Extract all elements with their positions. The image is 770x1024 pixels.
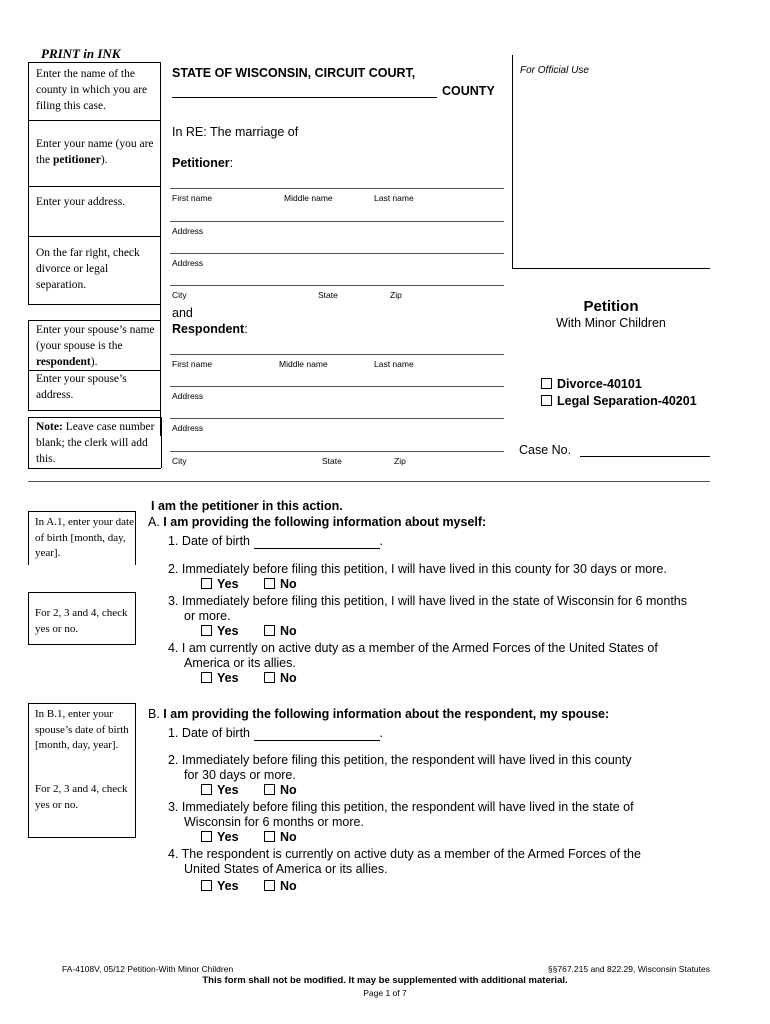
label-middle-name: Middle name (279, 359, 328, 369)
a4-line1: 4. I am currently on active duty as a member of the Armed Forces of the United States of (168, 641, 658, 655)
respondent-city-input[interactable] (170, 451, 504, 452)
respondent-colon: : (244, 322, 248, 336)
respondent-address-input[interactable] (170, 386, 504, 387)
official-use-left-border (512, 55, 513, 269)
a2-no[interactable] (264, 577, 297, 591)
a2-yes-label: Yes (217, 577, 239, 591)
hint-border (28, 120, 29, 186)
hint-border (28, 320, 29, 410)
b4-yes[interactable] (201, 879, 239, 893)
divorce-checkbox[interactable] (541, 378, 552, 389)
b2-line1: 2. Immediately before filing this petition, the respondent will have lived in this county (168, 753, 632, 767)
in-re-label: In RE: The marriage of (172, 125, 299, 139)
a2-yes-checkbox[interactable] (201, 578, 212, 589)
b2-no-label: No (280, 783, 297, 797)
b4-yes-checkbox[interactable] (201, 880, 212, 891)
label-address: Address (172, 423, 204, 433)
hint-note (36, 419, 160, 467)
hint-address: Enter your address. (36, 196, 126, 208)
hint-note-label: Note: (36, 421, 63, 433)
a3-no[interactable] (264, 624, 297, 638)
hint-divider (28, 304, 161, 305)
legal-separation-checkbox[interactable] (541, 395, 552, 406)
b3-line2: Wisconsin for 6 months or more. (184, 815, 364, 829)
footer-notice: This form shall not be modified. It may be supplemented with additional material. (202, 975, 568, 986)
hint-divider (28, 236, 161, 237)
hint-check-a: For 2, 3 and 4, check yes or no. (35, 607, 128, 635)
b2-yes-checkbox[interactable] (201, 784, 212, 795)
b1-row (168, 726, 383, 741)
label-zip: Zip (394, 456, 406, 466)
a2-text: 2. Immediately before filing this petition, I will have lived in this county for 30 days or more. (168, 562, 667, 576)
b3-no[interactable] (264, 830, 297, 844)
hint-border (161, 417, 162, 468)
official-use-label: For Official Use (520, 65, 589, 76)
b2-yes[interactable] (201, 783, 239, 797)
petition-title: Petition (583, 298, 639, 315)
label-last-name: Last name (374, 193, 414, 203)
intro-statement: I am the petitioner in this action. (151, 499, 343, 513)
b3-yes-checkbox[interactable] (201, 831, 212, 842)
b1-number: 1. (168, 726, 179, 740)
hint-note-text: Leave case number blank; the clerk will add this. (36, 421, 155, 465)
label-address: Address (172, 226, 204, 236)
a1-period: . (379, 534, 383, 548)
label-state: State (322, 456, 342, 466)
case-no-label: Case No. (519, 443, 572, 457)
divorce-label: Divorce-40101 (557, 377, 642, 391)
petitioner-label: Petitioner (172, 156, 230, 170)
b4-no-label: No (280, 879, 297, 893)
a3-no-checkbox[interactable] (264, 625, 275, 636)
b3-no-checkbox[interactable] (264, 831, 275, 842)
a3-yes-checkbox[interactable] (201, 625, 212, 636)
a4-no-label: No (280, 671, 297, 685)
b4-line1: 4. The respondent is currently on active duty as a member of the Armed Forces of the (168, 847, 641, 861)
b3-yes[interactable] (201, 830, 239, 844)
county-label: COUNTY (442, 84, 495, 98)
respondent-heading (172, 322, 248, 336)
hint-border (28, 417, 29, 468)
divorce-option[interactable] (541, 377, 642, 391)
hint-county: Enter the name of the county in which you are filing this case. (36, 68, 148, 112)
petitioner-colon: : (229, 156, 234, 170)
hint-divider (28, 410, 161, 411)
legal-separation-label: Legal Separation-40201 (557, 394, 697, 408)
petition-subtitle: With Minor Children (556, 316, 666, 330)
b4-no-checkbox[interactable] (264, 880, 275, 891)
case-no-input[interactable] (580, 441, 710, 457)
hint-divider (28, 468, 161, 469)
section-b-heading (148, 707, 609, 722)
and-label: and (172, 306, 193, 320)
statutes: §§767.215 and 822.29, Wisconsin Statutes (547, 964, 710, 974)
b2-yes-label: Yes (217, 783, 239, 797)
hint-name-bold: petitioner (52, 154, 101, 166)
b3-yes-label: Yes (217, 830, 239, 844)
print-in-ink-heading: PRINT in INK (41, 46, 121, 61)
a2-yes[interactable] (201, 577, 239, 591)
b3-line1: 3. Immediately before filing this petition, the respondent will have lived in the state of (168, 800, 634, 814)
hint-divider (28, 62, 161, 63)
a3-line2: or more. (184, 609, 231, 623)
label-address: Address (172, 391, 204, 401)
page-number: Page 1 of 7 (363, 988, 407, 998)
respondent-name-input[interactable] (170, 354, 504, 355)
b4-line2: United States of America or its allies. (184, 862, 388, 876)
petitioner-name-input[interactable] (170, 188, 504, 189)
hint-border (28, 62, 29, 120)
hint-divider (28, 417, 161, 418)
hint-spouse-post: ). (90, 356, 98, 368)
court-heading: STATE OF WISCONSIN, CIRCUIT COURT, (172, 66, 416, 80)
section-a-heading (148, 515, 486, 530)
hint-spouse-bold: respondent (36, 356, 91, 368)
a2-no-label: No (280, 577, 297, 591)
hint-spouse-address: Enter your spouse’s address. (36, 373, 127, 401)
a2-no-checkbox[interactable] (264, 578, 275, 589)
county-input[interactable] (172, 82, 437, 98)
a3-yes-label: Yes (217, 624, 239, 638)
official-use-bottom-border (512, 268, 710, 269)
b2-no[interactable] (264, 783, 297, 797)
label-middle-name: Middle name (284, 193, 333, 203)
b2-no-checkbox[interactable] (264, 784, 275, 795)
b3-no-label: No (280, 830, 297, 844)
hint-border (28, 236, 29, 304)
a1-row (168, 534, 383, 549)
a4-no[interactable] (264, 671, 297, 685)
hint-far-right: On the far right, check divorce or legal separation. (36, 247, 140, 291)
a1-label: Date of birth (181, 534, 251, 548)
hint-your-name (36, 136, 158, 168)
hint-b1: In B.1, enter your spouse’s date of birth [month, day, year]. (35, 708, 129, 751)
hint-spouse-name (36, 322, 160, 370)
label-first-name: First name (172, 359, 213, 369)
b4-no[interactable] (264, 879, 297, 893)
respondent-label: Respondent (172, 322, 245, 336)
legal-separation-option[interactable] (541, 394, 697, 408)
section-b-letter: B. (148, 707, 160, 721)
a4-line2: America or its allies. (184, 656, 296, 670)
b1-period: . (379, 726, 383, 740)
form-id: FA-4108V, 05/12 Petition-With Minor Children (62, 964, 234, 974)
hint-name-pre: Enter your name (you are the (36, 138, 154, 166)
section-a-letter: A. (148, 515, 160, 529)
label-city: City (172, 456, 187, 466)
hint-divider (28, 120, 161, 121)
b1-date-input[interactable] (254, 727, 380, 741)
b4-yes-label: Yes (217, 879, 239, 893)
petitioner-address-input[interactable] (170, 221, 504, 222)
respondent-address2-input[interactable] (170, 418, 504, 419)
section-b-title: I am providing the following information about the respondent, my spouse: (163, 707, 610, 721)
a4-no-checkbox[interactable] (264, 672, 275, 683)
hint-spouse-pre: Enter your spouse’s name (your spouse is the (36, 324, 155, 352)
label-state: State (318, 290, 338, 300)
hint-divider (28, 320, 161, 321)
label-first-name: First name (172, 193, 213, 203)
hint-divider (28, 186, 161, 187)
a4-yes[interactable] (201, 671, 239, 685)
b1-label: Date of birth (181, 726, 251, 740)
a4-yes-label: Yes (217, 671, 239, 685)
hint-border (28, 186, 29, 236)
label-last-name: Last name (374, 359, 414, 369)
hint-check-b: For 2, 3 and 4, check yes or no. (35, 783, 128, 811)
section-divider (28, 481, 710, 482)
petitioner-city-input[interactable] (170, 285, 504, 286)
a1-date-input[interactable] (254, 535, 380, 549)
section-a-title: I am providing the following information about myself: (163, 515, 487, 529)
a3-line1: 3. Immediately before filing this petition, I will have lived in the state of Wisconsin for 6 months (168, 594, 687, 608)
label-city: City (172, 290, 187, 300)
hint-name-post: ). (100, 154, 108, 166)
a3-yes[interactable] (201, 624, 239, 638)
b2-line2: for 30 days or more. (184, 768, 296, 782)
a4-yes-checkbox[interactable] (201, 672, 212, 683)
hint-a1: In A.1, enter your date of birth [month, day, year]. (35, 516, 134, 559)
a1-number: 1. (168, 534, 179, 548)
label-address: Address (172, 258, 204, 268)
petitioner-heading (172, 156, 233, 170)
a3-no-label: No (280, 624, 297, 638)
petitioner-address2-input[interactable] (170, 253, 504, 254)
label-zip: Zip (390, 290, 402, 300)
